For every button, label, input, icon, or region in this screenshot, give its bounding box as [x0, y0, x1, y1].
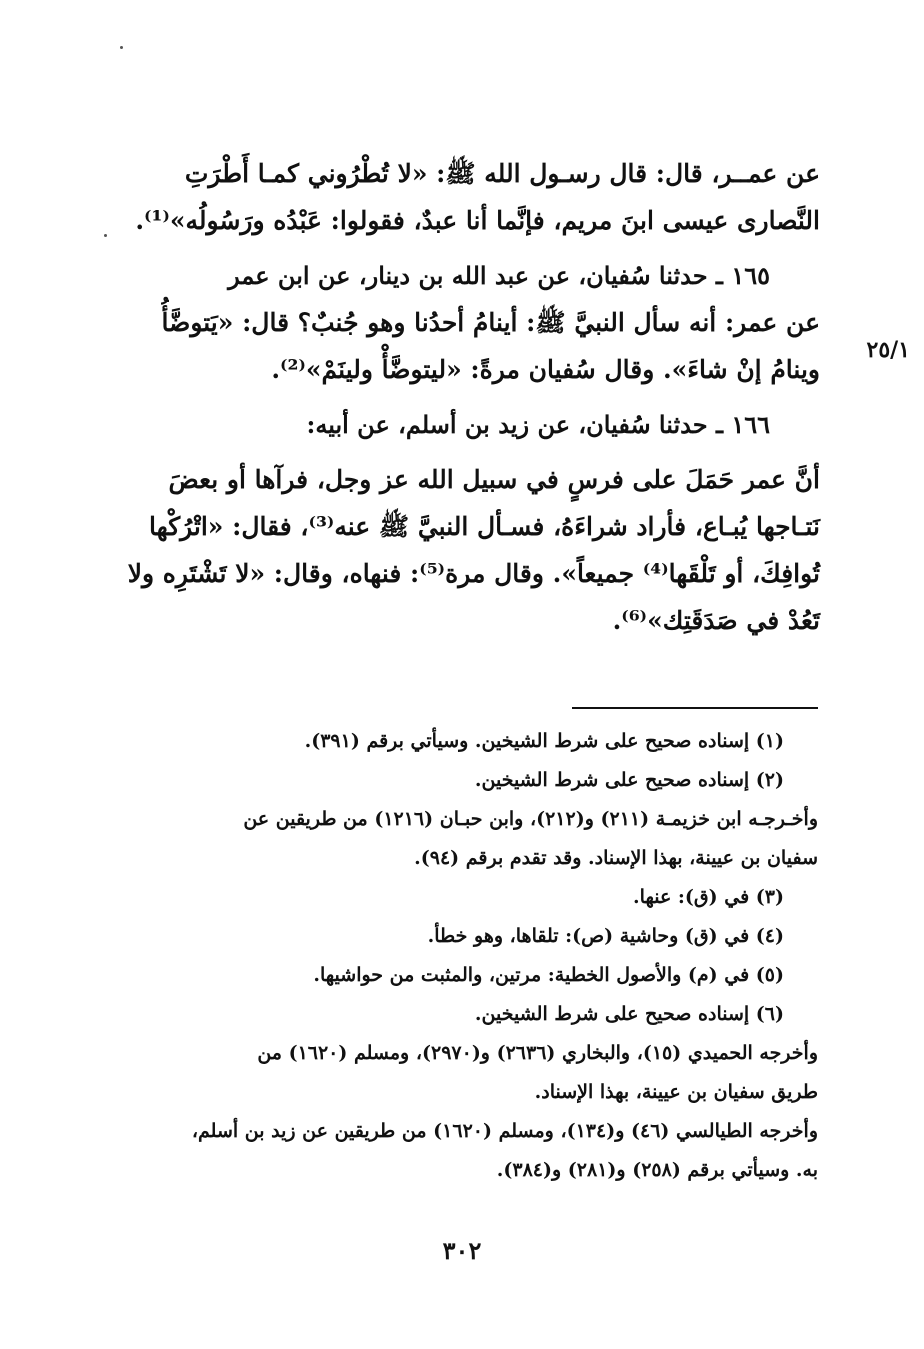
text-line: عن عمر: أنه سأل النبيَّ ﷺ: أينامُ أحدُنا وهو جُنبٌ؟ قال: «يَتوضَّأُ [161, 308, 820, 337]
footnote-2-line: وأخـرجـه ابن خزيمـة (٢١١) و(٢١٢)، وابن حبـان (١٢١٦) من طريقين عن [243, 808, 818, 830]
main-text [112, 150, 820, 644]
paragraph-gap [112, 448, 820, 456]
page-number: ٣٠٢ [442, 1236, 482, 1265]
hadith-heading-166: ١٦٦ ـ حدثنا سُفيان، عن زيد بن أسلم، عن أبيه: [306, 410, 770, 439]
footnote-6-line: طريق سفيان بن عيينة، بهذا الإسناد. [534, 1081, 818, 1103]
text-line: أنَّ عمر حَمَلَ على فرسٍ في سبيل الله عز وجل، فرآها أو بعضَ [168, 465, 820, 494]
footnote-3: (٣) في (ق): عنها. [633, 886, 784, 908]
footnote-2-line: سفيان بن عيينة، بهذا الإسناد. وقد تقدم برقم (٩٤). [414, 847, 818, 869]
scan-speck [104, 234, 107, 237]
paragraph-gap [112, 393, 820, 401]
text-line: تُوافِكَ، أو تَلْقَها⁽⁴⁾ جميعاً». وقال مرة⁽⁵⁾: فنهاه، وقال: «لا تَشْتَرِه ولا [127, 559, 820, 588]
margin-reference: ٢٥/١ [866, 337, 910, 363]
footnote-6-line: به. وسيأتي برقم (٢٥٨) و(٢٨١) و(٣٨٤). [496, 1159, 818, 1181]
footnote-6-line: وأخرجه الحميدي (١٥)، والبخاري (٢٦٣٦) و(٢٩٧٠)، ومسلم (١٦٢٠) من [257, 1042, 818, 1064]
scan-speck [120, 46, 123, 49]
text-line: تَعُدْ في صَدَقَتِك»⁽⁶⁾. [612, 606, 820, 635]
text-line: النَّصارى عيسى ابنَ مريم، فإنَّما أنا عبدٌ، فقولوا: عَبْدُه ورَسُولُه»⁽¹⁾. [135, 206, 820, 235]
footnote-4: (٤) في (ق) وحاشية (ص): تلقاها، وهو خطأ. [427, 925, 784, 947]
footnotes [118, 722, 818, 1190]
footnote-5: (٥) في (م) والأصول الخطية: مرتين، والمثبت من حواشيها. [313, 964, 784, 986]
footnote-1: (١) إسناده صحيح على شرط الشيخين. وسيأتي برقم (٣٩١). [304, 730, 784, 752]
paragraph-gap [112, 244, 820, 252]
text-line: نَتـاجها يُبـاع، فأراد شراءَهُ، فسـأل النبيَّ ﷺ عنه⁽³⁾، فقال: «اتْرُكْها [149, 512, 820, 541]
text-line: عن عمــر، قال: قال رسـول الله ﷺ: «لا تُطْرُوني كمـا أَطْرَتِ [184, 159, 820, 188]
footnote-6-line: وأخرجه الطيالسي (٤٦) و(١٣٤)، ومسلم (١٦٢٠) من طريقين عن زيد بن أسلم، [191, 1120, 818, 1142]
footnote-6: (٦) إسناده صحيح على شرط الشيخين. [474, 1003, 784, 1025]
text-line: وينامُ إنْ شاءَ». وقال سُفيان مرةً: «ليتوضَّأْ ولينَمْ»⁽²⁾. [271, 355, 820, 384]
hadith-heading-165: ١٦٥ ـ حدثنا سُفيان، عن عبد الله بن دينار، عن ابن عمر [228, 261, 770, 290]
footnote-2: (٢) إسناده صحيح على شرط الشيخين. [474, 769, 784, 791]
footnote-divider [572, 707, 818, 709]
